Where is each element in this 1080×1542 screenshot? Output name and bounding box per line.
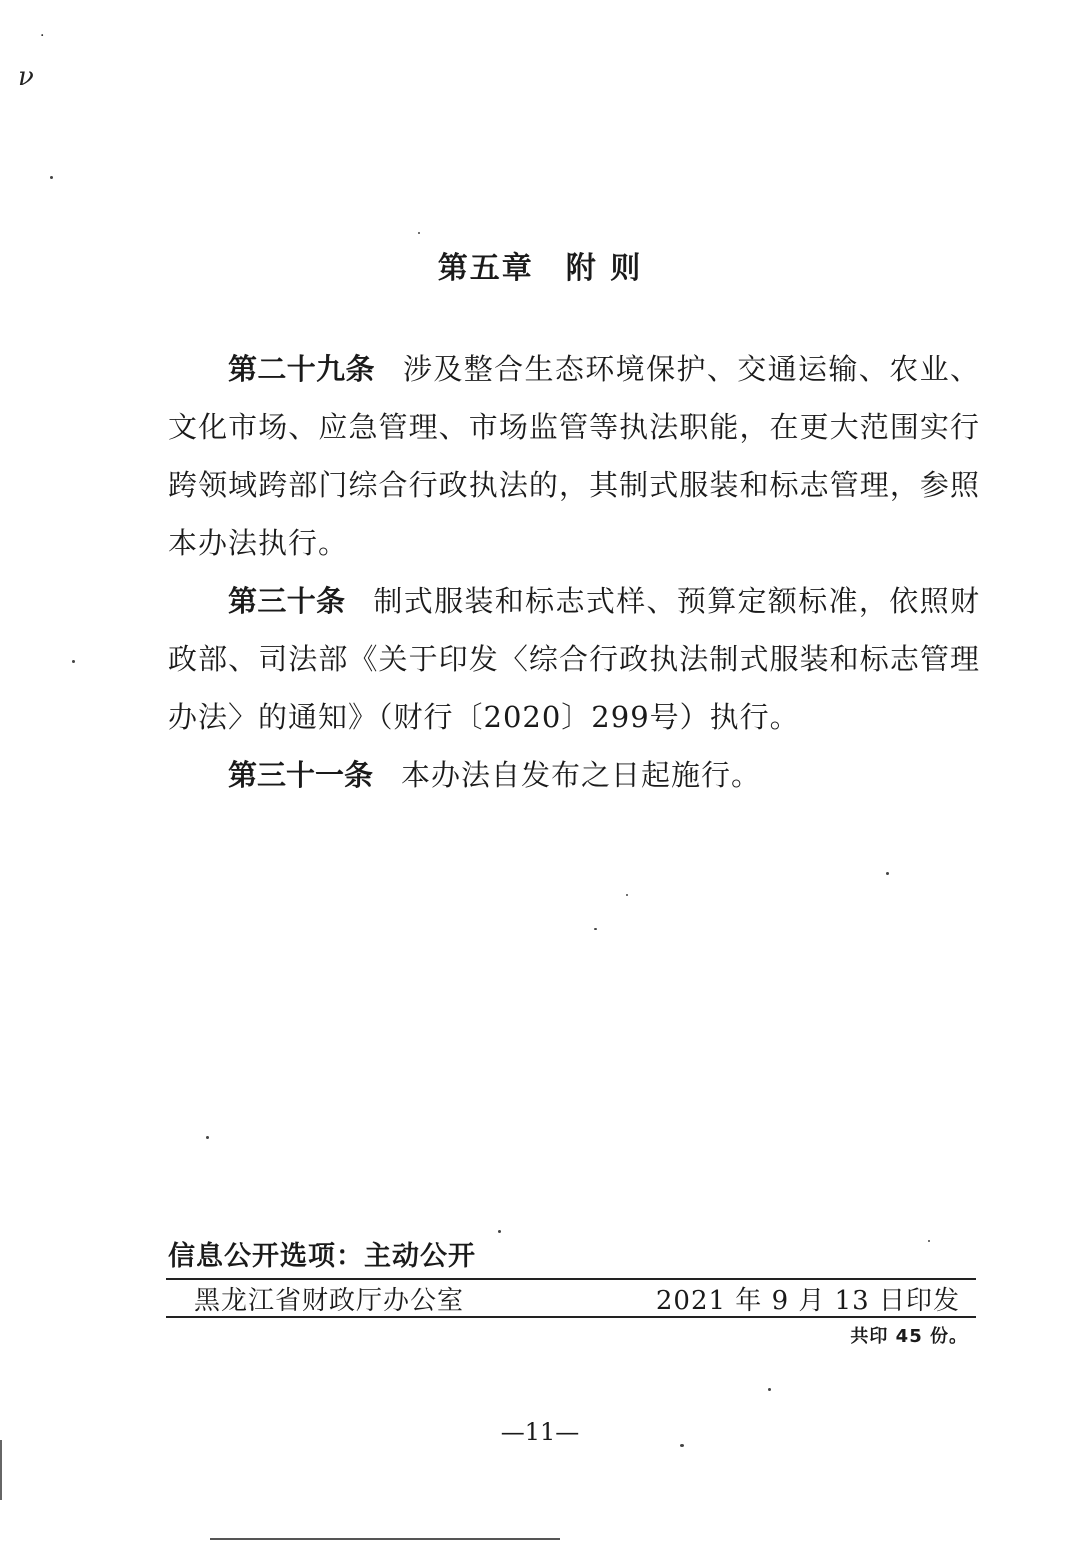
article-text: 涉及整合生态环境保护、交通运输、农业、文化市场、应急管理、市场监管等执法职能，在更大范围实行跨领域跨部门综合行政执法的，其制式服装和标志管理，参照本办法执行。 (168, 352, 980, 560)
issue-date: 2021 年 9 月 13 日印发 (655, 1286, 960, 1316)
article-31 (168, 746, 980, 804)
scan-speck (498, 1230, 501, 1233)
article-text: 本办法自发布之日起施行。 (401, 758, 762, 792)
article-number: 第二十九条 (228, 352, 375, 386)
scan-speck (206, 1136, 209, 1139)
chapter-title: 第五章 附 则 (437, 251, 643, 286)
article-29 (168, 340, 980, 572)
scan-mark: · (40, 28, 45, 44)
page-number: —11— (500, 1418, 580, 1446)
issuer: 黑龙江省财政厅办公室 (194, 1286, 465, 1316)
divider-bottom (166, 1316, 976, 1318)
scan-speck (680, 1444, 684, 1447)
article-number: 第三十条 (228, 584, 346, 618)
check-mark: ν (18, 62, 34, 92)
scan-speck (72, 660, 75, 663)
scan-bottom-strip (210, 1538, 560, 1540)
scan-speck (626, 894, 628, 896)
article-number: 第三十一条 (228, 758, 374, 792)
scan-edge-line (0, 1440, 2, 1500)
scan-speck (50, 176, 53, 179)
scan-speck (418, 232, 420, 234)
article-text: 制式服装和标志式样、预算定额标准，依照财政部、司法部《关于印发〈综合行政执法制式服装和标志管理办法〉的通知》（财行〔2020〕299号）执行。 (168, 584, 980, 734)
scan-speck (928, 1240, 930, 1242)
scan-speck (768, 1388, 771, 1391)
disclosure-option: 信息公开选项：主动公开 (168, 1241, 476, 1272)
copies-count: 共印 45 份。 (850, 1326, 968, 1347)
scan-speck (594, 928, 597, 930)
scan-speck (886, 872, 889, 875)
article-30 (168, 572, 980, 746)
